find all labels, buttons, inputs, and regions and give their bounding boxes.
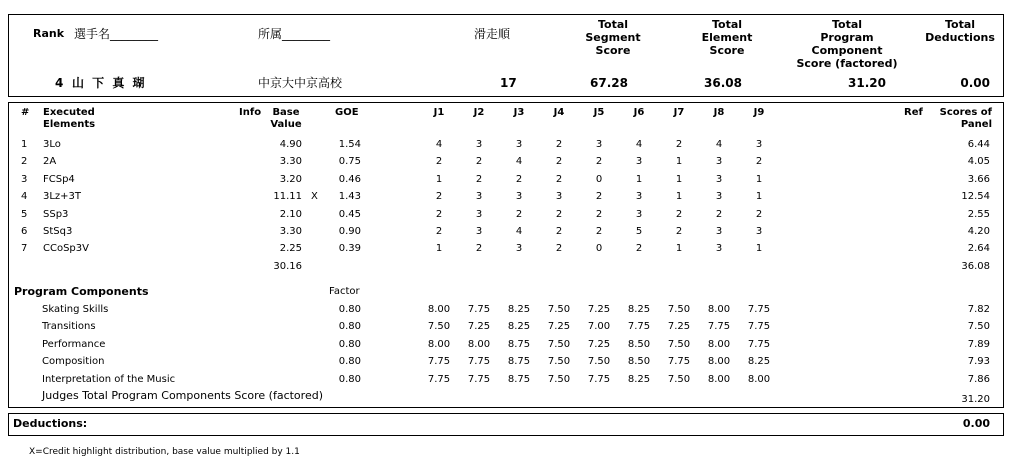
element-panel-score: 2.64 (967, 243, 990, 254)
col-executed-header: Executed Elements (43, 107, 96, 130)
element-judge-score: 4 (715, 139, 723, 150)
component-judge-score: 7.25 (587, 304, 611, 315)
element-judge-score: 1 (435, 243, 443, 254)
element-judge-score: 2 (555, 139, 563, 150)
element-judge-score: 1 (755, 191, 763, 202)
component-factor: 0.80 (338, 339, 361, 350)
element-judge-score: 2 (755, 209, 763, 220)
element-judge-score: 1 (675, 156, 683, 167)
element-goe: 1.54 (338, 139, 361, 150)
element-judge-score: 4 (515, 226, 523, 237)
element-judge-score: 2 (675, 139, 683, 150)
component-judge-score: 8.00 (427, 339, 451, 350)
element-goe: 0.90 (338, 226, 361, 237)
component-judge-score: 7.25 (467, 321, 491, 332)
element-judge-score: 3 (635, 156, 643, 167)
element-row-num: 6 (21, 226, 28, 237)
club-label: 所属________ (258, 27, 331, 41)
components-title: Program Components (14, 285, 149, 298)
element-judge-score: 2 (555, 174, 563, 185)
element-panel-score: 12.54 (961, 191, 990, 202)
skater-name: 山 下 真 瑚 (72, 76, 147, 90)
component-factor: 0.80 (338, 356, 361, 367)
element-row-num: 3 (21, 174, 28, 185)
element-judge-score: 2 (555, 226, 563, 237)
element-judge-score: 2 (555, 243, 563, 254)
pcs-label: Total Program Component Score (factored) (796, 18, 898, 70)
element-info: X (311, 191, 318, 202)
element-goe: 1.43 (338, 191, 361, 202)
element-row-num: 4 (21, 191, 28, 202)
element-judge-score: 3 (515, 243, 523, 254)
component-judge-score: 8.25 (627, 374, 651, 385)
element-judge-score: 2 (555, 209, 563, 220)
component-judge-score: 7.25 (667, 321, 691, 332)
element-judge-score: 2 (715, 209, 723, 220)
element-base-value: 3.30 (279, 156, 302, 167)
element-judge-score: 2 (595, 226, 603, 237)
judge-header-8: J8 (713, 107, 725, 118)
components-total-value: 31.20 (961, 394, 990, 405)
ded-label: Total Deductions (925, 18, 995, 44)
order-label: 滑走順 (474, 27, 511, 41)
component-panel-score: 7.93 (967, 356, 990, 367)
col-scores-header: Scores of Panel (939, 107, 992, 130)
element-judge-score: 3 (715, 174, 723, 185)
element-judge-score: 2 (595, 209, 603, 220)
element-judge-score: 3 (755, 226, 763, 237)
component-judge-score: 7.75 (467, 356, 491, 367)
component-factor: 0.80 (338, 321, 361, 332)
element-judge-score: 1 (675, 191, 683, 202)
element-judge-score: 2 (435, 209, 443, 220)
element-judge-score: 3 (515, 139, 523, 150)
element-judge-score: 2 (435, 191, 443, 202)
element-base-value: 2.10 (279, 209, 302, 220)
element-judge-score: 3 (635, 191, 643, 202)
col-info-header: Info (239, 107, 262, 118)
order-value: 17 (500, 76, 517, 90)
element-name: 3Lz+3T (43, 191, 82, 202)
element-judge-score: 2 (435, 156, 443, 167)
deductions-label: Deductions: (13, 417, 88, 430)
element-goe: 0.75 (338, 156, 361, 167)
element-goe: 0.45 (338, 209, 361, 220)
element-judge-score: 2 (635, 243, 643, 254)
component-judge-score: 7.50 (547, 304, 571, 315)
element-judge-score: 2 (555, 156, 563, 167)
component-judge-score: 8.00 (467, 339, 491, 350)
element-judge-score: 2 (675, 226, 683, 237)
element-judge-score: 3 (755, 139, 763, 150)
pcs-value: 31.20 (848, 76, 886, 90)
component-judge-score: 8.00 (427, 304, 451, 315)
element-judge-score: 2 (675, 209, 683, 220)
component-judge-score: 8.50 (627, 339, 651, 350)
component-judge-score: 8.00 (707, 356, 731, 367)
element-judge-score: 3 (715, 226, 723, 237)
element-panel-score: 4.20 (967, 226, 990, 237)
component-judge-score: 7.75 (747, 321, 771, 332)
element-judge-score: 2 (475, 156, 483, 167)
component-judge-score: 8.00 (747, 374, 771, 385)
element-base-value: 3.30 (279, 226, 302, 237)
element-panel-score: 2.55 (967, 209, 990, 220)
judge-header-2: J2 (473, 107, 485, 118)
element-judge-score: 3 (475, 139, 483, 150)
component-judge-score: 8.75 (507, 356, 531, 367)
element-judge-score: 0 (595, 243, 603, 254)
component-judge-score: 7.50 (667, 304, 691, 315)
element-base-value: 2.25 (279, 243, 302, 254)
component-judge-score: 7.75 (467, 374, 491, 385)
component-judge-score: 8.25 (507, 321, 531, 332)
component-judge-score: 7.50 (547, 339, 571, 350)
component-judge-score: 8.25 (627, 304, 651, 315)
total-elements-score: 36.08 (961, 261, 990, 272)
rank-label: Rank (33, 27, 65, 40)
element-base-value: 11.11 (273, 191, 302, 202)
element-base-value: 4.90 (279, 139, 302, 150)
component-judge-score: 7.75 (427, 356, 451, 367)
element-judge-score: 1 (675, 243, 683, 254)
component-judge-score: 8.25 (747, 356, 771, 367)
element-name: FCSp4 (43, 174, 75, 185)
element-judge-score: 3 (475, 209, 483, 220)
footnote: X=Credit highlight distribution, base value multiplied by 1.1 (29, 447, 300, 457)
component-judge-score: 7.00 (587, 321, 611, 332)
element-judge-score: 3 (555, 191, 563, 202)
element-panel-score: 6.44 (967, 139, 990, 150)
component-name: Composition (42, 356, 105, 367)
element-judge-score: 4 (435, 139, 443, 150)
element-judge-score: 2 (475, 243, 483, 254)
element-row-num: 1 (21, 139, 28, 150)
tss-label: Total Segment Score (585, 18, 641, 57)
component-judge-score: 8.00 (707, 304, 731, 315)
ded-value: 0.00 (960, 76, 990, 90)
judge-header-9: J9 (753, 107, 765, 118)
component-judge-score: 7.75 (627, 321, 651, 332)
element-judge-score: 3 (595, 139, 603, 150)
element-judge-score: 4 (635, 139, 643, 150)
judge-header-7: J7 (673, 107, 685, 118)
component-judge-score: 8.25 (507, 304, 531, 315)
component-name: Performance (42, 339, 106, 350)
component-judge-score: 7.25 (547, 321, 571, 332)
component-judge-score: 7.50 (587, 356, 611, 367)
factor-label: Factor (329, 286, 360, 297)
col-num-header: # (21, 107, 30, 118)
judge-header-3: J3 (513, 107, 525, 118)
col-goe-header: GOE (335, 107, 359, 118)
component-judge-score: 7.75 (707, 321, 731, 332)
component-judge-score: 7.75 (587, 374, 611, 385)
col-ref-header: Ref (904, 107, 923, 118)
element-row-num: 5 (21, 209, 28, 220)
element-judge-score: 3 (475, 226, 483, 237)
element-row-num: 7 (21, 243, 28, 254)
component-panel-score: 7.82 (967, 304, 990, 315)
judge-header-1: J1 (433, 107, 445, 118)
component-panel-score: 7.86 (967, 374, 990, 385)
judge-header-4: J4 (553, 107, 565, 118)
element-judge-score: 4 (515, 156, 523, 167)
col-base-header: Base Value (270, 107, 302, 130)
element-judge-score: 2 (435, 226, 443, 237)
component-judge-score: 7.50 (547, 374, 571, 385)
component-judge-score: 7.50 (667, 339, 691, 350)
component-name: Skating Skills (42, 304, 109, 315)
components-total-label: Judges Total Program Components Score (factored) (42, 389, 323, 402)
element-judge-score: 2 (515, 174, 523, 185)
element-name: StSq3 (43, 226, 73, 237)
component-panel-score: 7.89 (967, 339, 990, 350)
element-judge-score: 1 (755, 243, 763, 254)
club-name: 中京大中京高校 (258, 76, 343, 90)
element-goe: 0.46 (338, 174, 361, 185)
component-panel-score: 7.50 (967, 321, 990, 332)
element-judge-score: 3 (515, 191, 523, 202)
component-name: Transitions (42, 321, 96, 332)
element-judge-score: 5 (635, 226, 643, 237)
element-judge-score: 2 (595, 191, 603, 202)
element-name: SSp3 (43, 209, 69, 220)
component-name: Interpretation of the Music (42, 374, 176, 385)
element-judge-score: 3 (475, 191, 483, 202)
tes-label: Total Element Score (701, 18, 753, 57)
element-judge-score: 3 (715, 191, 723, 202)
element-name: 2A (43, 156, 57, 167)
element-name: CCoSp3V (43, 243, 89, 254)
element-judge-score: 3 (635, 209, 643, 220)
component-judge-score: 7.50 (667, 374, 691, 385)
element-name: 3Lo (43, 139, 61, 150)
element-judge-score: 3 (715, 243, 723, 254)
component-judge-score: 7.50 (547, 356, 571, 367)
element-row-num: 2 (21, 156, 28, 167)
component-judge-score: 7.75 (667, 356, 691, 367)
element-goe: 0.39 (338, 243, 361, 254)
component-factor: 0.80 (338, 374, 361, 385)
component-judge-score: 8.00 (707, 374, 731, 385)
element-judge-score: 1 (755, 174, 763, 185)
element-judge-score: 3 (715, 156, 723, 167)
component-judge-score: 7.75 (467, 304, 491, 315)
element-judge-score: 2 (475, 174, 483, 185)
tss-value: 67.28 (590, 76, 628, 90)
element-judge-score: 1 (635, 174, 643, 185)
component-judge-score: 8.00 (707, 339, 731, 350)
component-judge-score: 7.75 (747, 304, 771, 315)
component-judge-score: 8.50 (627, 356, 651, 367)
element-panel-score: 4.05 (967, 156, 990, 167)
component-judge-score: 8.75 (507, 339, 531, 350)
tes-value: 36.08 (704, 76, 742, 90)
element-judge-score: 2 (515, 209, 523, 220)
component-judge-score: 7.75 (427, 374, 451, 385)
rank-value: 4 (55, 76, 64, 90)
deductions-box (8, 413, 1004, 436)
name-label: 選手名________ (74, 27, 159, 41)
element-judge-score: 1 (435, 174, 443, 185)
component-judge-score: 8.75 (507, 374, 531, 385)
element-panel-score: 3.66 (967, 174, 990, 185)
element-judge-score: 1 (675, 174, 683, 185)
element-judge-score: 2 (755, 156, 763, 167)
component-judge-score: 7.50 (427, 321, 451, 332)
judge-header-5: J5 (593, 107, 605, 118)
judge-header-6: J6 (633, 107, 645, 118)
component-factor: 0.80 (338, 304, 361, 315)
element-base-value: 3.20 (279, 174, 302, 185)
total-base-value: 30.16 (273, 261, 302, 272)
component-judge-score: 7.25 (587, 339, 611, 350)
deductions-value: 0.00 (962, 417, 990, 430)
element-judge-score: 2 (595, 156, 603, 167)
element-judge-score: 0 (595, 174, 603, 185)
component-judge-score: 7.75 (747, 339, 771, 350)
